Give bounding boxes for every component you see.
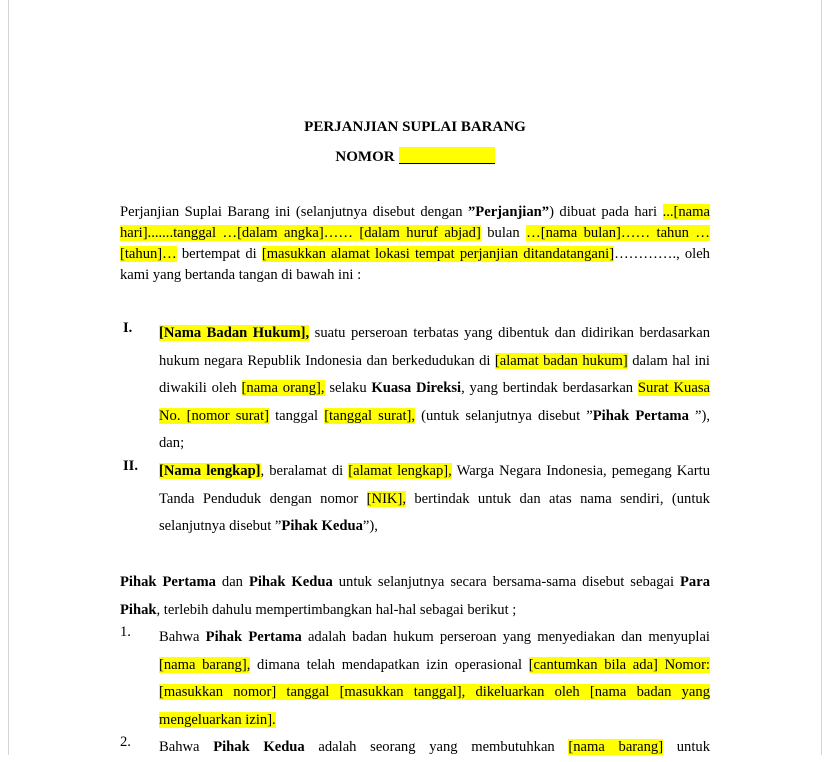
- party-text: , yang bertindak berdasarkan: [461, 380, 638, 396]
- recital-text: dan: [215, 574, 249, 590]
- placeholder-full-name[interactable]: [Nama lengkap]: [159, 463, 261, 479]
- placeholder-full-address[interactable]: [alamat lengkap],: [348, 463, 452, 479]
- party-first-item: [120, 320, 710, 458]
- placeholder-item-name[interactable]: [nama barang],: [159, 656, 251, 673]
- document-number: [9, 147, 821, 166]
- recital-text: untuk selanjutnya secara bersama-sama disebut sebagai: [332, 574, 680, 590]
- placeholder-person-name[interactable]: [nama orang],: [241, 380, 325, 396]
- intro-text: ) dibuat pada hari: [549, 204, 663, 220]
- recital-item-1: [120, 624, 710, 734]
- recital-item-2: [120, 734, 710, 762]
- placeholder-item-name[interactable]: [nama barang]: [568, 739, 664, 755]
- placeholder-nik[interactable]: [NIK],: [366, 490, 406, 507]
- intro-text: Perjanjian Suplai Barang ini (selanjutnya disebut dengan: [120, 204, 468, 220]
- item-text: untuk: [663, 739, 710, 755]
- item-text: Bahwa: [159, 629, 206, 645]
- item-bold: Pihak Pertama: [205, 629, 302, 645]
- party-text: suatu perseroan terbatas yang dibentuk dan didirikan berdasarkan hukum negara Republik Indonesia dan berkedudukan di: [159, 325, 710, 369]
- intro-text: bulan: [480, 225, 527, 241]
- intro-paragraph: [120, 202, 710, 286]
- role-bold: Kuasa Direksi: [371, 380, 462, 396]
- party-text: tanggal: [268, 407, 325, 424]
- party-first-number: I.: [123, 320, 133, 336]
- recital-text: , terlebih dahulu mempertimbangkan hal-hal sebagai berikut ;: [156, 601, 517, 618]
- placeholder-month-year[interactable]: …[nama bulan]…… tahun …[tahun]…: [120, 225, 710, 262]
- document-title: PERJANJIAN SUPLAI BARANG: [304, 119, 526, 135]
- item-bold: Pihak Kedua: [213, 739, 305, 755]
- item-text: Bahwa: [159, 739, 214, 755]
- recital-paragraph: [120, 569, 710, 624]
- placeholder-company-name[interactable]: [Nama Badan Hukum],: [159, 325, 310, 341]
- document-page: [8, 0, 822, 755]
- alias-bold: Pihak Kedua: [281, 518, 363, 534]
- recital-bold: Pihak Kedua: [248, 574, 333, 590]
- recital-bold: Para Pihak: [120, 574, 710, 618]
- intro-bold: ”Perjanjian”: [468, 204, 550, 220]
- nomor-blank-field[interactable]: [399, 147, 495, 164]
- party-text: dalam hal ini diwakili oleh: [159, 352, 710, 396]
- alias-bold: Pihak Pertama: [592, 407, 689, 424]
- placeholder-letter-number[interactable]: Surat Kuasa No. [nomor surat]: [159, 380, 710, 424]
- party-second-item: [120, 458, 710, 541]
- placeholder-day-date[interactable]: ...[nama hari].......tanggal …[dalam angka]…… [dalam huruf abjad]: [120, 204, 710, 241]
- nomor-label: NOMOR: [335, 149, 395, 165]
- party-second-number: II.: [123, 458, 139, 474]
- party-text: ”),: [362, 518, 378, 534]
- intro-text: bertempat di: [176, 246, 262, 262]
- item-text: adalah badan hukum perseroan yang menyediakan dan menyuplai: [301, 629, 710, 645]
- placeholder-company-address[interactable]: [alamat badan hukum]: [494, 352, 628, 369]
- placeholder-letter-date[interactable]: [tanggal surat],: [324, 407, 416, 424]
- recital-bold: Pihak Pertama: [120, 574, 216, 590]
- intro-text: …………., oleh kami yang bertanda tangan di bawah ini :: [120, 246, 710, 283]
- party-text: selaku: [324, 380, 372, 396]
- party-text: Warga Negara Indonesia, pemegang Kartu Tanda Penduduk dengan nomor: [159, 463, 710, 507]
- party-text: , beralamat di: [260, 463, 349, 479]
- recital-item-number: 2.: [120, 734, 131, 750]
- party-text: bertindak untuk dan atas nama sendiri, (untuk selanjutnya disebut ”: [159, 490, 710, 534]
- item-text: adalah seorang yang membutuhkan: [304, 739, 569, 755]
- placeholder-location[interactable]: [masukkan alamat lokasi tempat perjanjian ditandatangani]: [261, 246, 615, 262]
- item-text: dimana telah mendapatkan izin operasional: [250, 656, 529, 673]
- party-text: (untuk selanjutnya disebut ”: [415, 407, 593, 424]
- party-text: ”), dan;: [159, 407, 710, 451]
- recital-item-number: 1.: [120, 624, 131, 640]
- placeholder-license-details[interactable]: [cantumkan bila ada] Nomor: [masukkan nomor] tanggal [masukkan tanggal], dikeluarkan oleh [nama badan yang mengeluarkan izin].: [159, 656, 710, 728]
